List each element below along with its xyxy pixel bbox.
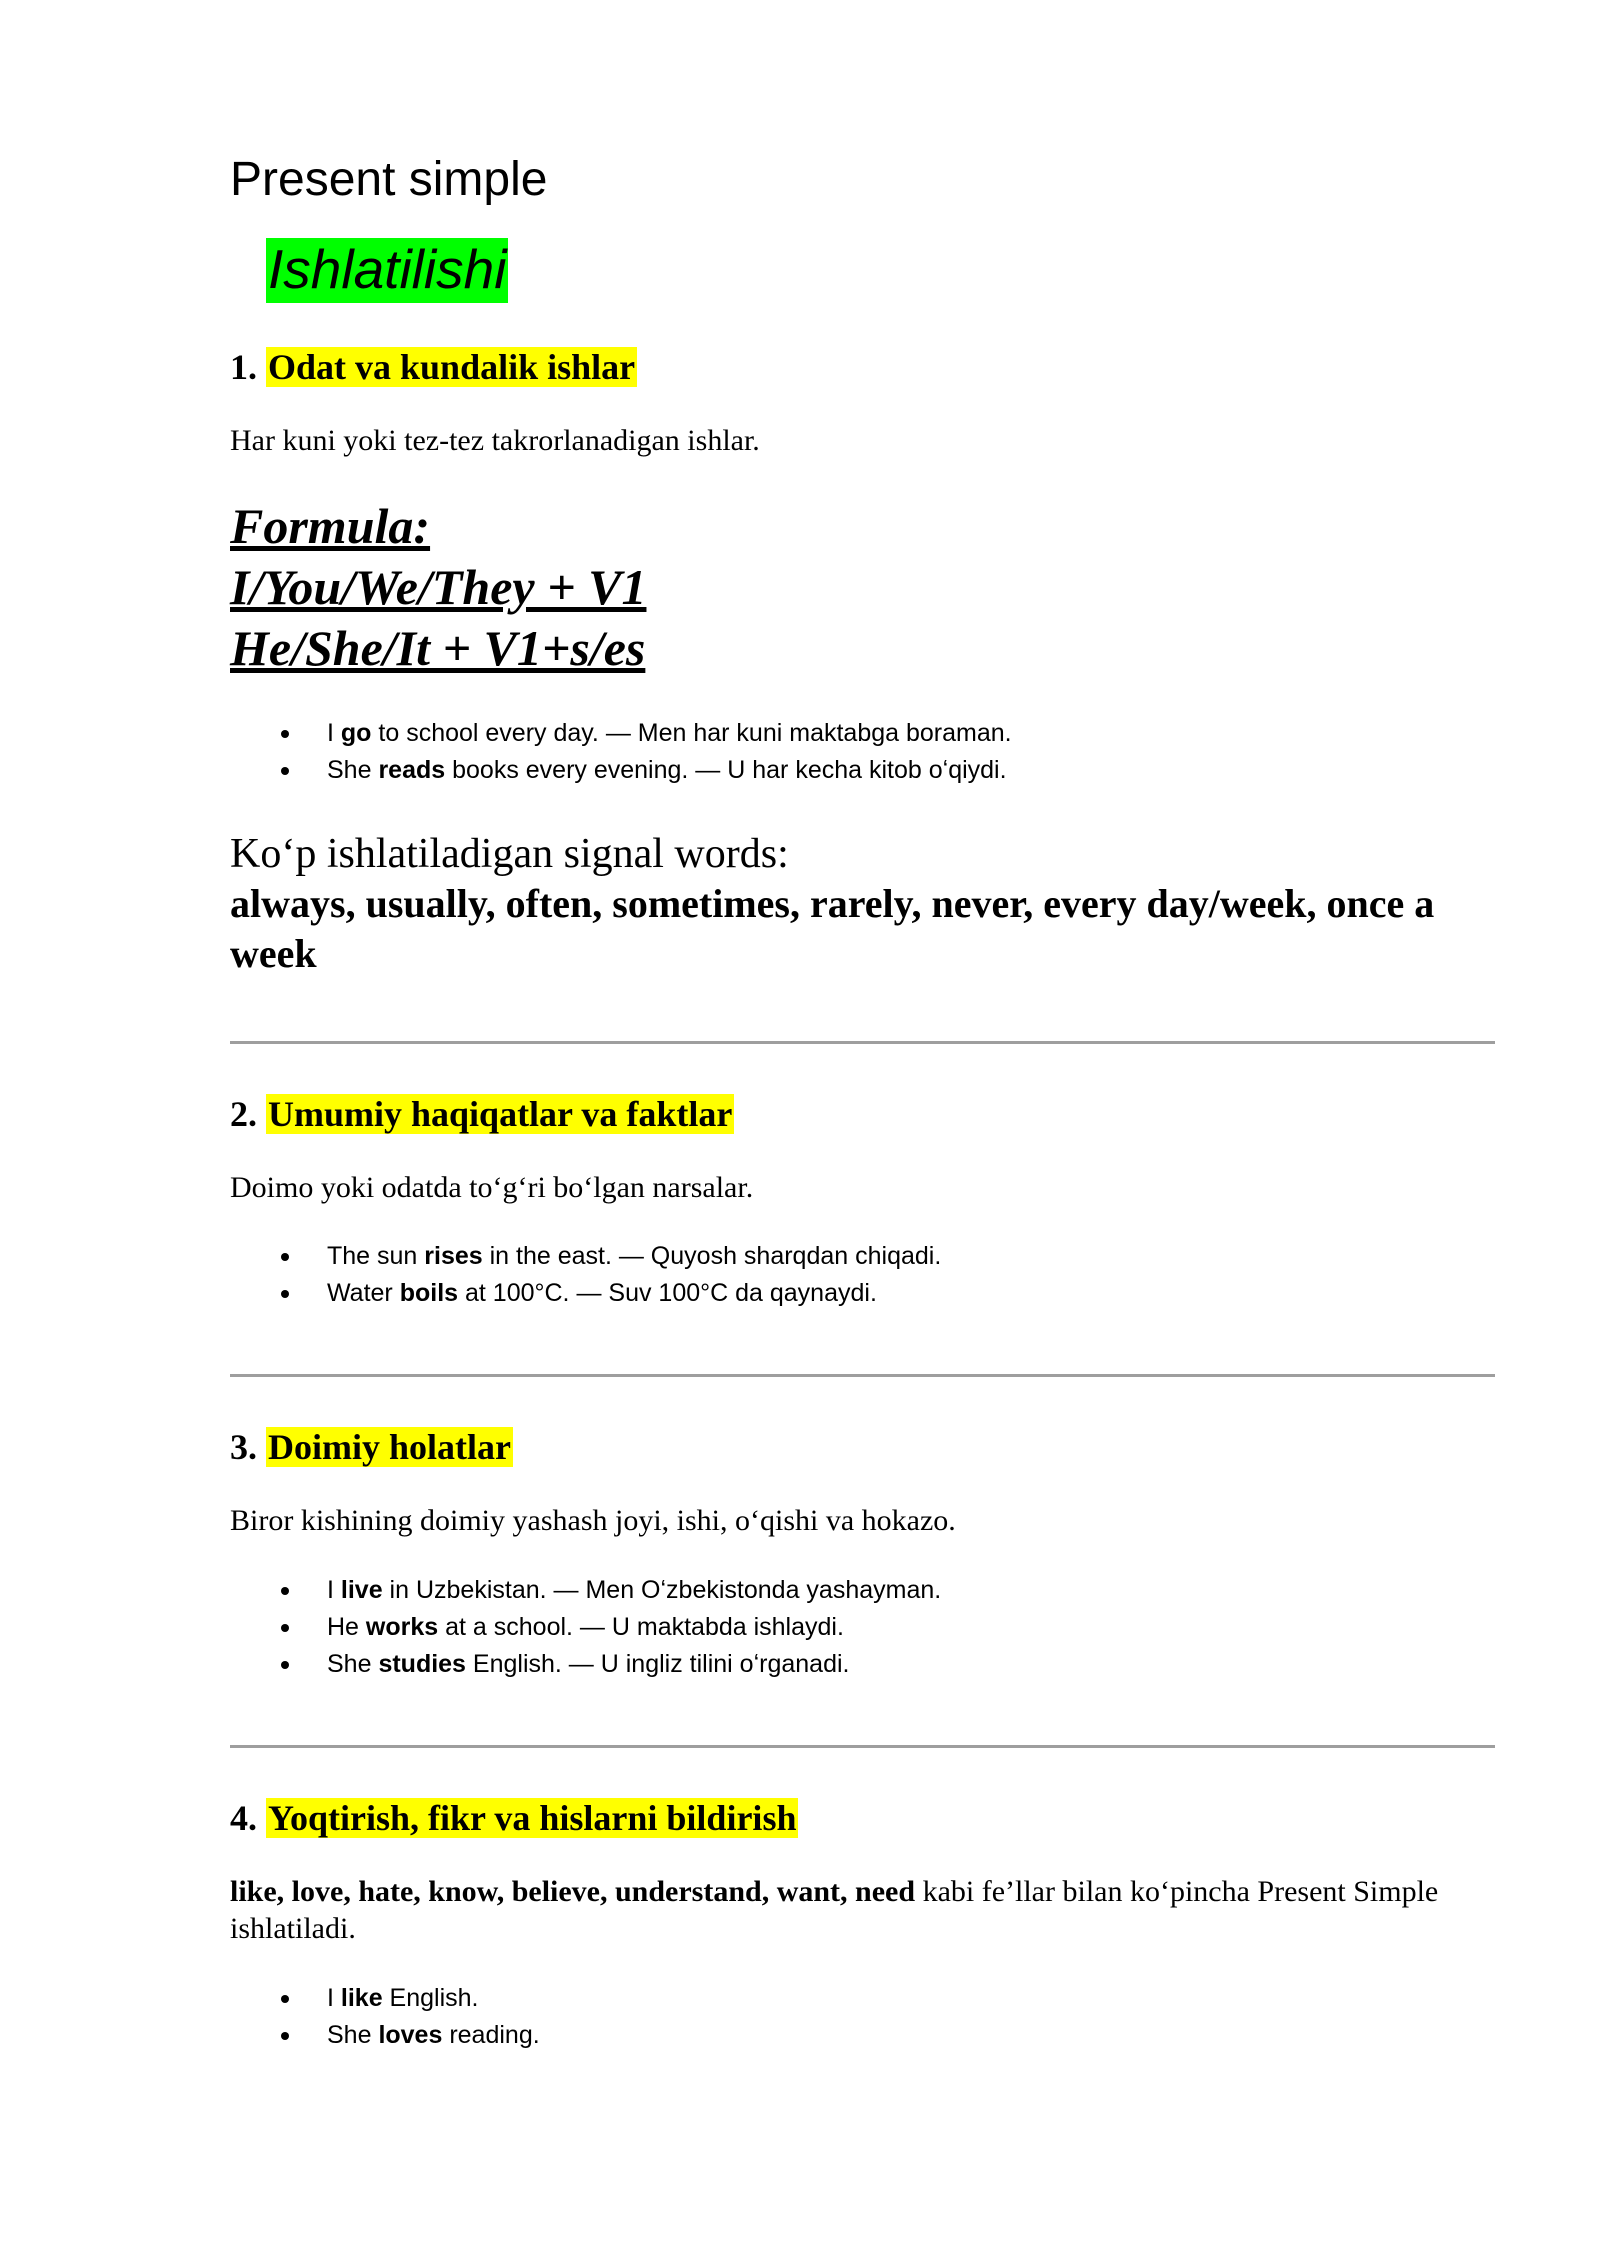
section-likes-opinions	[230, 1796, 1495, 2054]
section-habits	[230, 345, 1495, 979]
formula-label: Formula:	[230, 497, 431, 554]
list-item: She loves reading.	[230, 2017, 1495, 2054]
section-number: 3.	[230, 1427, 266, 1468]
formula-block	[230, 496, 1495, 679]
section-divider	[230, 1041, 1495, 1044]
section-description: Biror kishining doimiy yashash joyi, ishi, oʻqishi va hokazo.	[230, 1504, 956, 1538]
section-heading	[230, 1425, 1495, 1470]
example-list	[230, 1980, 1495, 2054]
signal-words-list: always, usually, often, sometimes, rarely, never, every day/week, once a week	[230, 880, 1435, 976]
section-number: 1.	[230, 347, 266, 387]
section-heading-text: Odat va kundalik ishlar	[268, 347, 636, 387]
document-page	[230, 150, 1495, 2054]
section-number: 2.	[230, 1093, 266, 1134]
list-item: I go to school every day. — Men har kuni maktabga boraman.	[230, 715, 1495, 752]
section-heading-text: Yoqtirish, fikr va hislarni bildirish	[268, 1797, 797, 1838]
list-item: She studies English. — U ingliz tilini oʻrganadi.	[230, 1646, 1495, 1683]
list-item: She reads books every evening. — U har kecha kitob oʻqiydi.	[230, 752, 1495, 789]
example-list	[230, 1572, 1495, 1683]
list-item: He works at a school. — U maktabda ishlaydi.	[230, 1609, 1495, 1646]
signal-words-intro: Koʻp ishlatiladigan signal words:	[230, 830, 789, 877]
formula-line-singular: He/She/It + V1+s/es	[230, 619, 646, 676]
section-divider	[230, 1374, 1495, 1377]
section-heading	[230, 345, 1495, 390]
section-description: Har kuni yoki tez-tez takrorlanadigan ishlar.	[230, 424, 760, 457]
document-title: Present simple	[230, 153, 548, 206]
section-heading-text: Umumiy haqiqatlar va faktlar	[268, 1093, 733, 1134]
list-item: The sun rises in the east. — Quyosh sharqdan chiqadi.	[230, 1238, 1495, 1275]
section-heading	[230, 1796, 1495, 1841]
section-heading-text: Doimiy holatlar	[268, 1427, 511, 1468]
section-permanent-states	[230, 1425, 1495, 1683]
section-divider	[230, 1745, 1495, 1748]
list-item: I live in Uzbekistan. — Men Oʻzbekistonda yashayman.	[230, 1572, 1495, 1609]
section-description: Doimo yoki odatda toʻgʻri boʻlgan narsalar.	[230, 1170, 754, 1204]
subtitle-highlighted: Ishlatilishi	[266, 238, 508, 303]
stative-verbs-list: like, love, hate, know, believe, understand, want, need	[230, 1874, 916, 1908]
section-description	[230, 1873, 1495, 1948]
formula-line-plural: I/You/We/They + V1	[230, 558, 647, 615]
example-list	[230, 715, 1495, 789]
example-list	[230, 1238, 1495, 1312]
list-item: I like English.	[230, 1980, 1495, 2017]
section-general-truths	[230, 1092, 1495, 1313]
description-rest: kabi fe’llar bilan koʻpincha Present Simple ishlatiladi.	[230, 1874, 1439, 1946]
section-heading	[230, 1092, 1495, 1137]
section-number: 4.	[230, 1797, 266, 1838]
subtitle-row	[266, 238, 1495, 303]
list-item: Water boils at 100°C. — Suv 100°C da qaynaydi.	[230, 1275, 1495, 1312]
